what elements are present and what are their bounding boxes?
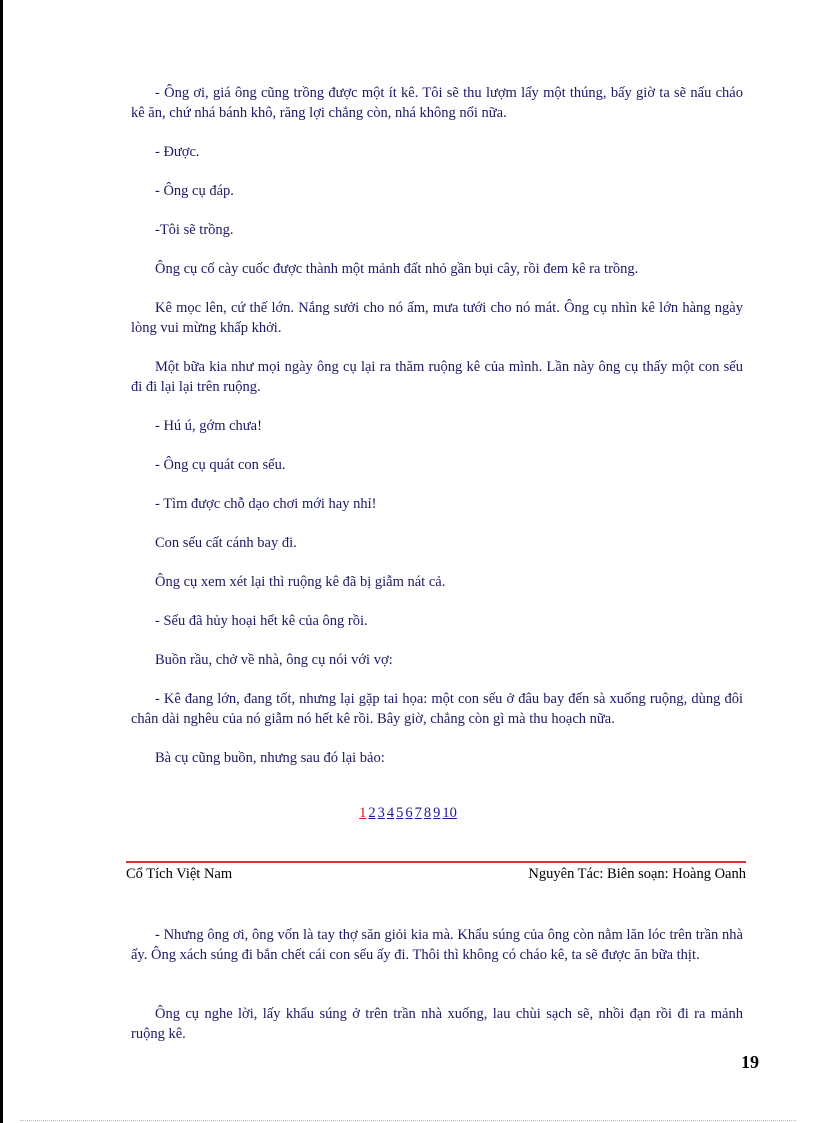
paragraph: Buồn rầu, chở về nhà, ông cụ nói với vợ: — [155, 652, 393, 668]
left-edge-bar — [0, 0, 3, 1123]
page-link-8[interactable]: 8 — [423, 805, 432, 821]
page-link-10[interactable]: 10 — [442, 805, 457, 821]
footer-author: Nguyên Tác: Biên soạn: Hoàng Oanh — [528, 866, 746, 882]
page-number: 19 — [741, 1052, 759, 1072]
page-link-9[interactable]: 9 — [433, 805, 441, 821]
page-link-1[interactable]: 1 — [359, 805, 367, 821]
paragraph: - Kê đang lớn, đang tốt, nhưng lại gặp tai họa: một con sếu ở đâu bay đến sà xuống ruộng, dùng đôi chân dài nghêu của nó giẫm nó hết kê rồi. Bây giờ, chẳng còn gì mà thu hoạch nữa. — [131, 691, 743, 727]
paragraph: Kê mọc lên, cứ thế lớn. Nắng sưởi cho nó ấm, mưa tưới cho nó mát. Ông cụ nhìn kê lớn hàng ngày lòng vui mừng khấp khởi. — [131, 300, 743, 336]
paragraph: Ông cụ xem xét lại thì ruộng kê đã bị giẫm nát cả. — [155, 574, 446, 590]
paragraph: - Được. — [155, 144, 200, 160]
pagination — [0, 805, 816, 822]
footer-book-title: Cổ Tích Việt Nam — [126, 866, 233, 882]
footer-divider — [126, 861, 746, 863]
paragraph: - Ông ơi, giá ông cũng trồng được một ít kê. Tôi sẽ thu lượm lấy một thúng, bấy giờ ta sẽ nấu cháo kê ăn, chứ nhá bánh khô, răng lợi chẳng còn, nhá không nổi nữa. — [131, 85, 743, 121]
paragraph: -Tôi sẽ trồng. — [155, 222, 234, 238]
page-link-2[interactable]: 2 — [368, 805, 376, 821]
paragraph: - Tìm được chỗ dạo chơi mới hay nhỉ! — [155, 496, 377, 512]
paragraph: - Ông cụ quát con sếu. — [155, 457, 286, 473]
paragraph: - Nhưng ông ơi, ông vốn là tay thợ săn giỏi kia mà. Khẩu súng của ông còn nằm lăn lóc trên trần nhà ấy. Ông xách súng đi bắn chết cái con sếu ấy đi. Thôi thì không có cháo kê, ta sẽ được ăn bữa thịt. — [131, 927, 743, 963]
paragraph: Ông cụ nghe lời, lấy khẩu súng ở trên trần nhà xuống, lau chùi sạch sẽ, nhồi đạn rồi đi ra mảnh ruộng kê. — [131, 1006, 743, 1042]
page-bottom-rule — [20, 1120, 796, 1121]
page-link-6[interactable]: 6 — [405, 805, 413, 821]
paragraph: Một bữa kia như mọi ngày ông cụ lại ra thăm ruộng kê của mình. Lần này ông cụ thấy một con sếu đi đi lại lại trên ruộng. — [131, 359, 743, 395]
paragraph: Ông cụ cố cày cuốc được thành một mảnh đất nhỏ gần bụi cây, rồi đem kê ra trồng. — [155, 261, 639, 277]
page-link-7[interactable]: 7 — [414, 805, 422, 821]
paragraph: Con sếu cất cánh bay đi. — [155, 535, 297, 551]
page-link-3[interactable]: 3 — [377, 805, 385, 821]
paragraph: - Hú ú, gớm chưa! — [155, 418, 262, 434]
paragraph: - Sếu đã hủy hoại hết kê của ông rồi. — [155, 613, 368, 629]
paragraph: Bà cụ cũng buồn, nhưng sau đó lại bảo: — [155, 750, 385, 766]
paragraph: - Ông cụ đáp. — [155, 183, 234, 199]
page-link-4[interactable]: 4 — [386, 805, 395, 821]
page-link-5[interactable]: 5 — [396, 805, 404, 821]
